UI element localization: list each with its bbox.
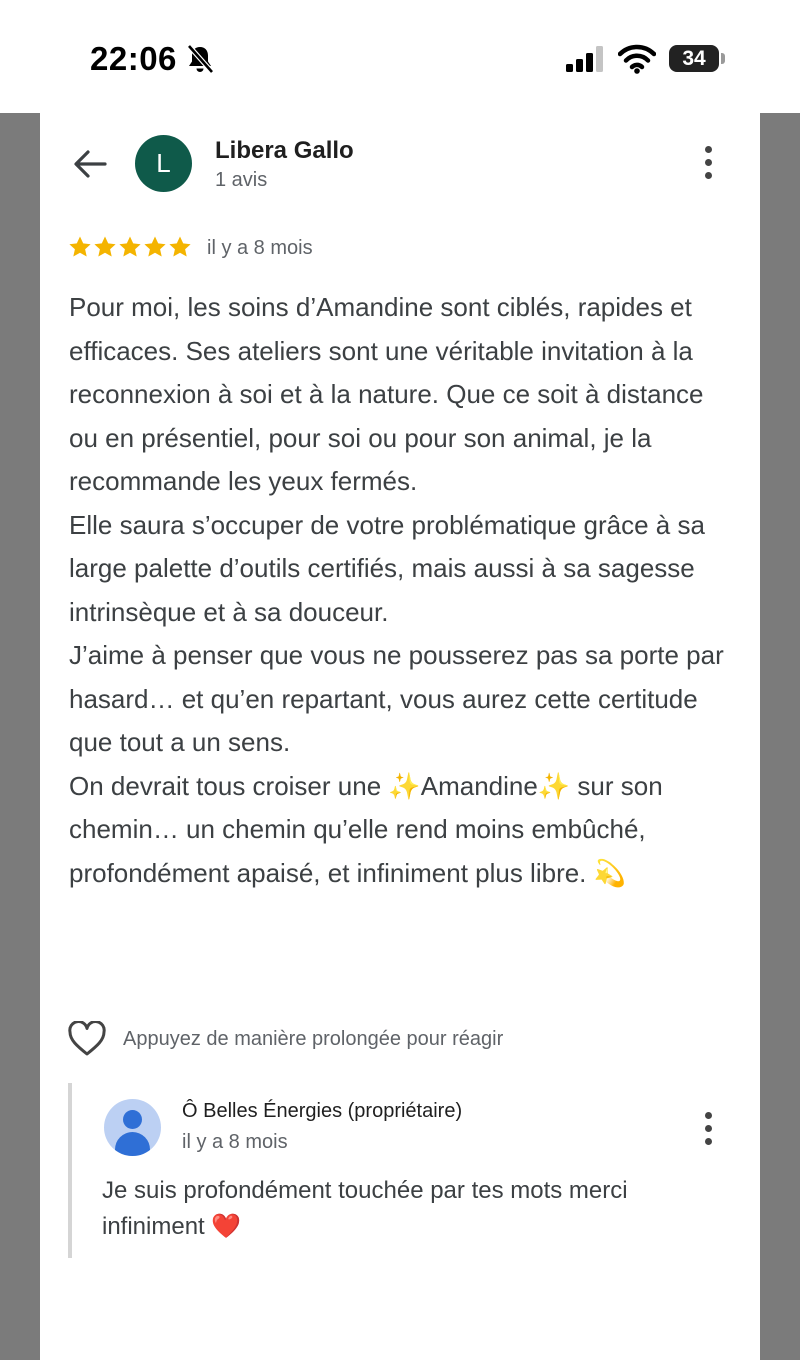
- status-bar: [0, 0, 800, 113]
- review-paragraph: On devrait tous croiser une ✨Amandine✨ sur son chemin… un chemin qu’elle rend moins embûché, profondément apaisé, et infiniment plus libre. 💫: [69, 770, 663, 888]
- back-arrow-icon[interactable]: [72, 149, 108, 179]
- review-detail-sheet: [40, 113, 760, 1360]
- review-paragraph: J’aime à penser que vous ne pousserez pas sa porte par hasard… et qu’en repartant, vous aurez cette certitude que tout a un sens.: [69, 640, 724, 757]
- owner-reply-date: il y a 8 mois: [182, 1131, 288, 1153]
- star-icon: [118, 235, 142, 259]
- owner-avatar-icon[interactable]: [104, 1099, 161, 1156]
- review-text: [69, 286, 739, 895]
- status-time: 22:06: [90, 40, 177, 77]
- star-icon: [143, 235, 167, 259]
- owner-reply: [68, 1083, 752, 1258]
- review-paragraph: Elle saura s’occuper de votre problématique grâce à sa large palette d’outils certifiés, mais aussi à sa sagesse intrinsèque et à sa douceur.: [69, 509, 705, 627]
- wifi-icon: [618, 44, 656, 74]
- owner-name: Ô Belles Énergies (propriétaire): [182, 1100, 463, 1122]
- star-icon: [68, 235, 92, 259]
- battery-level: 34: [682, 47, 706, 70]
- reply-more-options-icon[interactable]: [701, 1112, 717, 1148]
- heart-icon[interactable]: [68, 1021, 106, 1057]
- review-paragraph: Pour moi, les soins d’Amandine sont ciblés, rapides et efficaces. Ses ateliers sont une véritable invitation à la reconnexion à soi et à la nature. Que ce soit à distance ou en présentiel, pour soi ou pour son animal, je la recommande les yeux fermés.: [69, 292, 704, 496]
- owner-reply-text: Je suis profondément touchée par tes mots merci infiniment ❤️: [102, 1177, 628, 1240]
- reaction-hint: Appuyez de manière prolongée pour réagir: [123, 1028, 504, 1050]
- star-icon: [93, 235, 117, 259]
- battery-cap: [721, 53, 725, 64]
- cellular-signal-icon: [566, 46, 606, 72]
- star-icon: [168, 235, 192, 259]
- review-more-options-icon[interactable]: [701, 146, 717, 182]
- battery-icon: [669, 45, 719, 72]
- review-date: il y a 8 mois: [207, 237, 313, 259]
- bell-slash-icon: [186, 44, 214, 74]
- reviewer-review-count: 1 avis: [215, 169, 268, 191]
- reviewer-avatar[interactable]: L: [135, 135, 192, 192]
- star-rating: [68, 235, 192, 263]
- reviewer-name[interactable]: Libera Gallo: [215, 137, 354, 164]
